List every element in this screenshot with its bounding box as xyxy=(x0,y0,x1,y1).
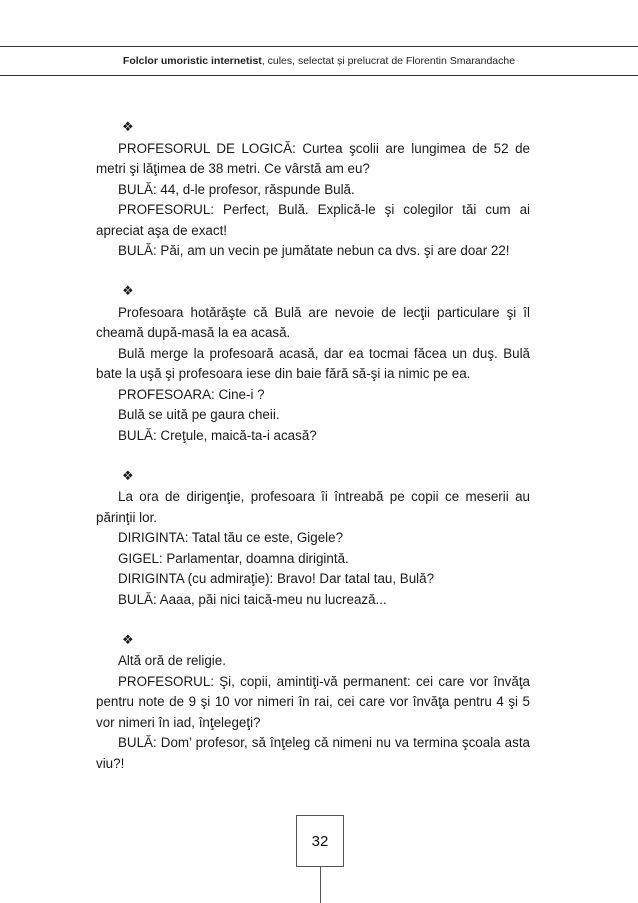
paragraph: DIRIGINTA (cu admiraţie): Bravo! Dar tatal tau, Bulă? xyxy=(118,571,435,586)
page-number-tail-line xyxy=(320,867,321,903)
paragraph: BULĂ: Creţule, maică-ta-i acasă? xyxy=(118,427,317,443)
page-content xyxy=(96,118,530,795)
paragraph: BULĂ: Păi, am un vecin pe jumătate nebun ca dvs. şi are doar 22! xyxy=(118,243,510,258)
paragraph: Altă oră de religie. xyxy=(118,653,226,668)
joke-block xyxy=(96,467,530,611)
page-number-box xyxy=(296,815,344,867)
paragraph: GIGEL: Parlamentar, doamna dirigintă. xyxy=(118,550,349,566)
paragraph: BULĂ: 44, d-le profesor, răspunde Bulă. xyxy=(118,181,355,197)
diamond-bullet-icon: ❖ xyxy=(122,632,134,648)
joke-block xyxy=(96,631,530,775)
paragraph: DIRIGINTA: Tatal tău ce este, Gigele? xyxy=(118,530,344,545)
paragraph: PROFESOARA: Cine-i ? xyxy=(118,386,265,402)
diamond-bullet-icon: ❖ xyxy=(122,284,134,299)
paragraph: Bulă se uită pe gaura cheii. xyxy=(118,407,280,422)
header-top-rule xyxy=(0,46,638,47)
joke-block xyxy=(96,282,530,446)
paragraph: PROFESORUL DE LOGICĂ: Curtea şcolii are lungimea de 52 de metri şi lăţimea de 38 metri. Ce vârstă am eu? xyxy=(96,140,530,176)
paragraph: La ora de dirigenţie, profesoara îi întreabă pe copii ce meserii au părinţii lor. xyxy=(96,489,530,525)
header-title-rest: , cules, selectat și prelucrat de Florentin Smarandache xyxy=(261,55,516,67)
header-bottom-rule xyxy=(0,75,638,76)
joke-block xyxy=(96,118,530,262)
diamond-bullet-icon: ❖ xyxy=(122,468,134,484)
paragraph: Profesoara hotărăşte că Bulă are nevoie de lecţii particulare şi îl cheamă după-masă la ea acasă. xyxy=(96,304,530,340)
page-number: 32 xyxy=(311,832,329,850)
paragraph: Bulă merge la profesoară acasă, dar ea tocmai făcea un duş. Bulă bate la uşă şi profesoara iese din baie fără să-şi ia nimic pe ea. xyxy=(96,345,530,381)
paragraph: PROFESORUL: Şi, copii, amintiţi-vă permanent: cei care vor învăţa pentru note de 9 şi 10 vor nimeri în rai, cei care vor învăţa pentru 4 şi 5 vor nimeri în iad, înţelegeţi? xyxy=(96,673,530,730)
running-header xyxy=(0,55,638,67)
paragraph: BULĂ: Dom’ profesor, să înţeleg că nimeni nu va termina şcoala asta viu?! xyxy=(96,735,530,771)
header-title-bold: Folclor umoristic internetist xyxy=(122,55,262,67)
diamond-bullet-icon: ❖ xyxy=(122,120,134,135)
paragraph: PROFESORUL: Perfect, Bulă. Explică-le şi colegilor tăi cum ai apreciat aşa de exact! xyxy=(96,202,530,238)
paragraph: BULĂ: Aaaa, păi nici taică-meu nu lucrează... xyxy=(118,591,387,607)
